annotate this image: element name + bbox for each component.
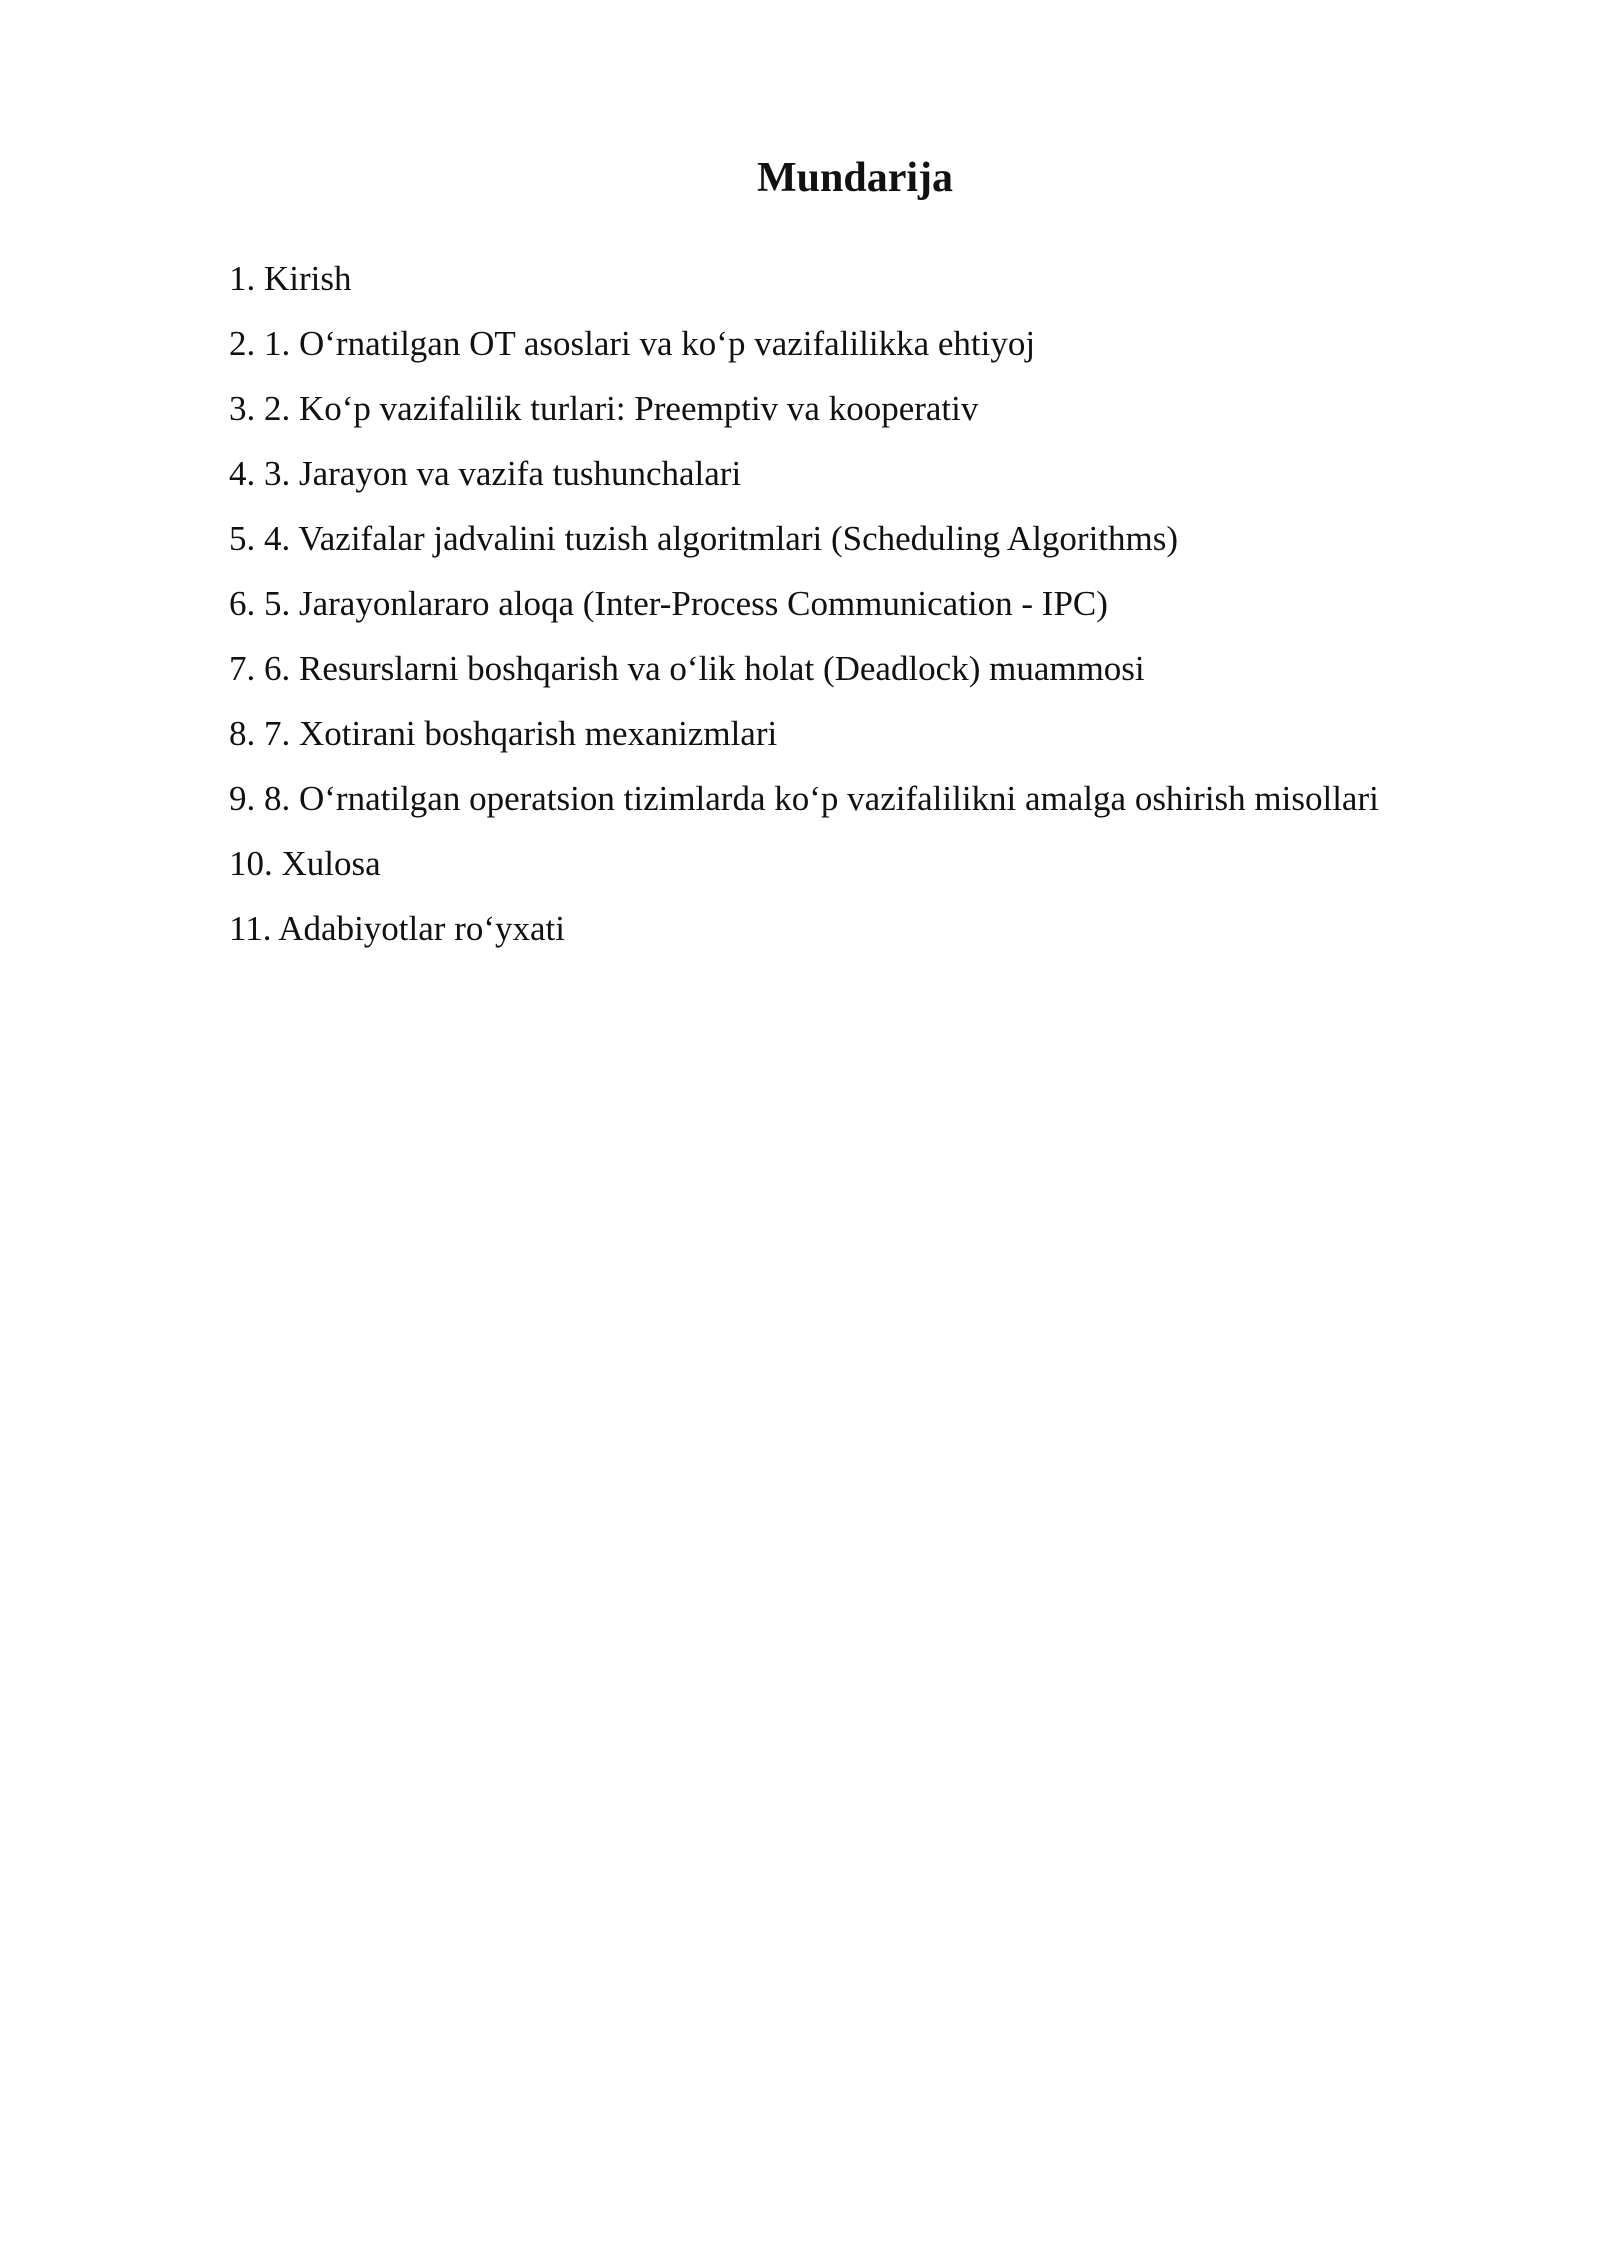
toc-item: 8. 7. Xotirani boshqarish mexanizmlari	[229, 714, 778, 753]
toc-item: 6. 5. Jarayonlararo aloqa (Inter-Process Communication - IPC)	[229, 584, 1108, 623]
toc-item: 1. Kirish	[229, 259, 352, 298]
page-title: Mundarija	[756, 155, 953, 201]
toc-item: 4. 3. Jarayon va vazifa tushunchalari	[229, 454, 742, 493]
toc-item: 10. Xulosa	[229, 844, 381, 883]
toc-item: 5. 4. Vazifalar jadvalini tuzish algoritmlari (Scheduling Algorithms)	[229, 519, 1179, 558]
toc-item: 11. Adabiyotlar ro‘yxati	[229, 909, 565, 948]
toc-item: 7. 6. Resurslarni boshqarish va o‘lik holat (Deadlock) muammosi	[229, 649, 1145, 688]
toc-item: 3. 2. Ko‘p vazifalilik turlari: Preemptiv va kooperativ	[229, 389, 979, 428]
table-of-contents	[229, 246, 1529, 961]
toc-item: 2. 1. O‘rnatilgan OT asoslari va ko‘p vazifalilikka ehtiyoj	[229, 324, 1036, 363]
toc-item: 9. 8. O‘rnatilgan operatsion tizimlarda ko‘p vazifalilikni amalga oshirish misollari	[229, 779, 1379, 818]
